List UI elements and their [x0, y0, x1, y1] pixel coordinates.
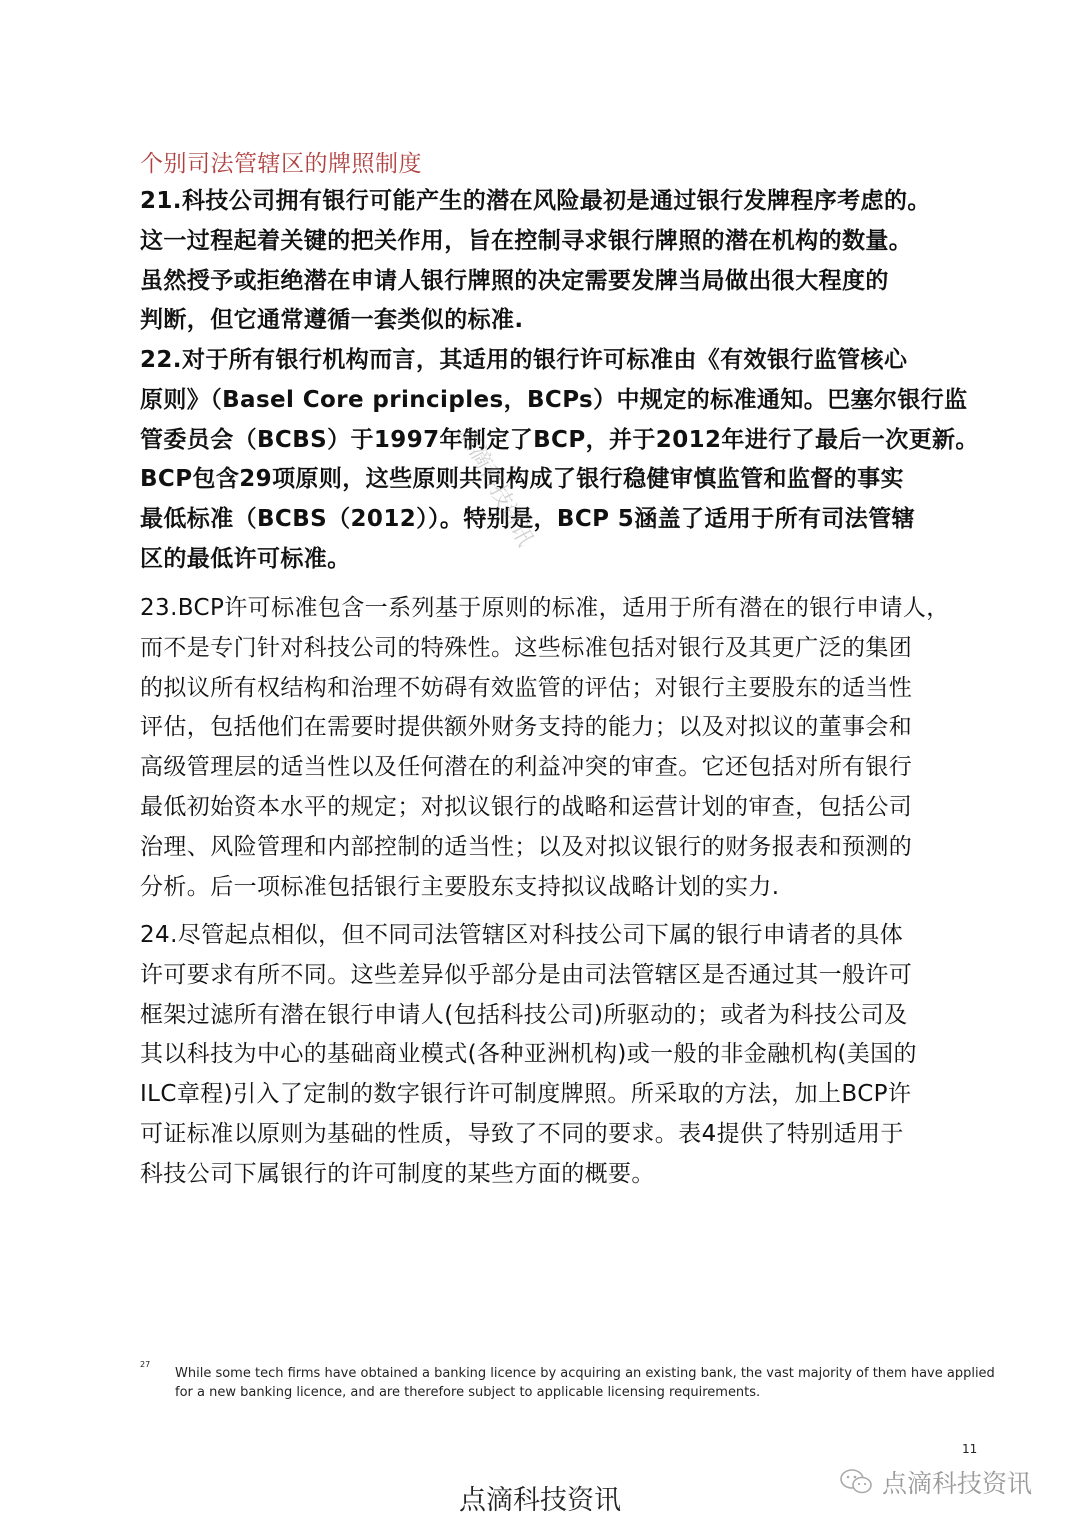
diagonal-watermark: 点滴科技资讯 [453, 422, 538, 551]
footnote-line: While some tech firms have obtained a banking licence by acquiring an existing bank, the vast majority of them have applied [175, 1366, 995, 1381]
watermark-text: 点滴科技资讯 [882, 1469, 1033, 1498]
footer-title: 点滴科技资讯 [459, 1485, 621, 1516]
text-line: 可证标准以原则为基础的性质，导致了不同的要求。表4提供了特别适用于 [140, 1120, 904, 1147]
text-line: 管委员会（BCBS）于1997年制定了BCP，并于2012年进行了最后一次更新。 [140, 426, 979, 453]
text-line: BCP包含29项原则，这些原则共同构成了银行稳健审慎监管和监督的事实 [140, 466, 904, 493]
text-line: 框架过滤所有潜在银行申请人(包括科技公司)所驱动的；或者为科技公司及 [140, 1001, 908, 1028]
footnote-line: for a new banking licence, and are therefore subject to applicable licensing requirements. [175, 1385, 761, 1400]
text-line: 而不是专门针对科技公司的特殊性。这些标准包括对银行及其更广泛的集团 [140, 634, 913, 661]
text-line: 22.对于所有银行机构而言，其适用的银行许可标准由《有效银行监管核心 [140, 347, 908, 373]
paragraph-22 [140, 341, 990, 580]
paragraph-24 [140, 916, 990, 1195]
text-line: 分析。后一项标准包括银行主要股东支持拟议战略计划的实力. [140, 873, 780, 900]
text-line: 24.尽管起点相似，但不同司法管辖区对科技公司下属的银行申请者的具体 [140, 922, 904, 948]
text-line: 其以科技为中心的基础商业模式(各种亚洲机构)或一般的非金融机构(美国的 [140, 1041, 917, 1068]
text-line: ILC章程)引入了定制的数字银行许可制度牌照。所采取的方法，加上BCP许 [140, 1081, 912, 1108]
text-line: 21.科技公司拥有银行可能产生的潜在风险最初是通过银行发牌程序考虑的。 [140, 188, 931, 214]
paragraph-23 [140, 589, 990, 907]
text-line: 原则》（Basel Core principles，BCPs）中规定的标准通知。巴塞尔银行监 [140, 386, 968, 413]
text-line: 许可要求有所不同。这些差异似乎部分是由司法管辖区是否通过其一般许可 [140, 961, 913, 988]
section-heading: 个别司法管辖区的牌照制度 [140, 151, 422, 177]
text-line: 治理、风险管理和内部控制的适当性；以及对拟议银行的财务报表和预测的 [140, 833, 913, 860]
text-line: 23.BCP许可标准包含一系列基于原则的标准，适用于所有潜在的银行申请人， [140, 595, 950, 621]
text-line: 最低标准（BCBS（2012））。特别是，BCP 5涵盖了适用于所有司法管辖 [140, 506, 915, 533]
text-line: 虽然授予或拒绝潜在申请人银行牌照的决定需要发牌当局做出很大程度的 [140, 267, 889, 294]
text-line: 高级管理层的适当性以及任何潜在的利益冲突的审查。它还包括对所有银行 [140, 754, 913, 781]
text-line: 的拟议所有权结构和治理不妨碍有效监管的评估；对银行主要股东的适当性 [140, 674, 913, 701]
text-line: 科技公司下属银行的许可制度的某些方面的概要。 [140, 1160, 655, 1187]
text-line: 评估，包括他们在需要时提供额外财务支持的能力；以及对拟议的董事会和 [140, 714, 913, 741]
paragraph-21 [140, 182, 990, 341]
page-number: 11 [962, 1442, 978, 1456]
text-line: 这一过程起着关键的把关作用，旨在控制寻求银行牌照的潜在机构的数量。 [140, 227, 913, 254]
text-line: 判断，但它通常遵循一套类似的标准. [140, 307, 524, 334]
text-line: 区的最低许可标准。 [140, 545, 351, 572]
footnote-number: 27 [140, 1360, 151, 1369]
text-line: 最低初始资本水平的规定；对拟议银行的战略和运营计划的审查，包括公司 [140, 793, 913, 820]
